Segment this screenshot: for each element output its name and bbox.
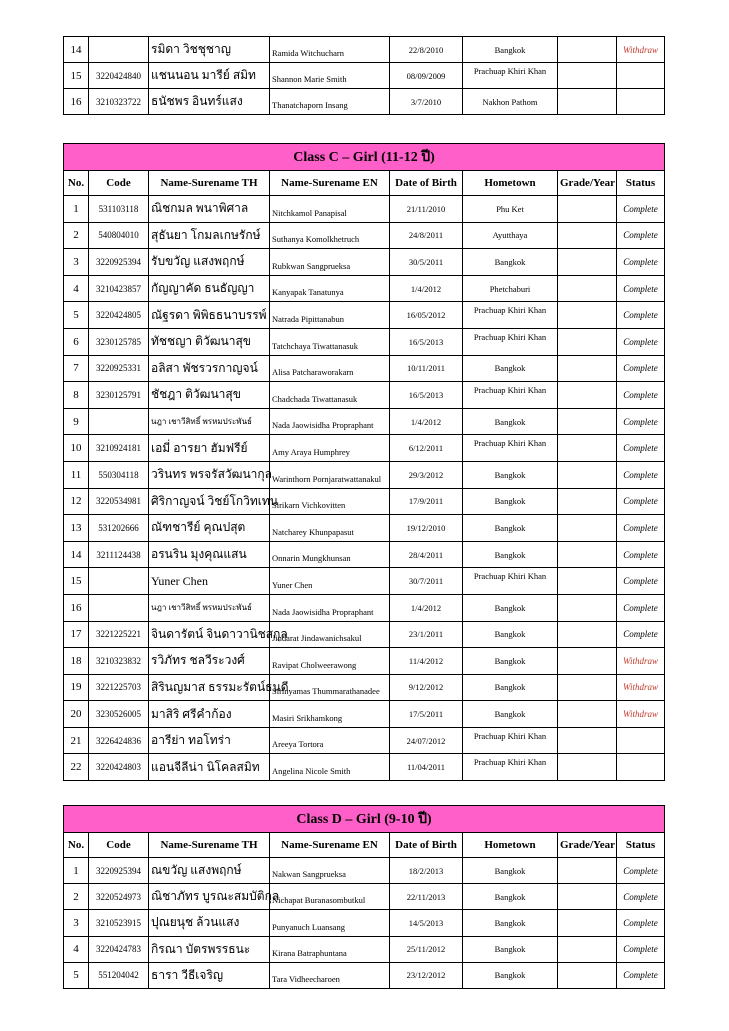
cell-hometown: Bangkok [463,701,558,728]
cell-dob: 28/4/2011 [390,541,463,568]
cell-status: Withdraw [617,701,665,728]
cell-name-th: อรนริน มุงคุณแสน [149,541,270,568]
cell-no: 5 [64,962,89,988]
cell-name-en: Thanatchaporn Insang [270,89,390,115]
cell-name-en: Nada Jaowisidha Propraphant [270,594,390,621]
cell-name-en: Nada Jaowisidha Propraphant [270,408,390,435]
cell-name-en: Onnarin Mungkhunsan [270,541,390,568]
cell-name-th: ณัฑชารีย์ คุณปสุต [149,515,270,542]
cell-dob: 1/4/2012 [390,594,463,621]
cell-name-th: ณิชาภัทร บูรณะสมบัติกุล [149,884,270,910]
section-title: Class C – Girl (11-12 ปี) [64,144,665,171]
section-title-row [64,144,665,171]
cell-dob: 16/5/2013 [390,382,463,409]
cell-name-th: นฎา เชาวีสิทธิ์ พรหมประพันธ์ [149,594,270,621]
cell-name-en: Areeya Tortora [270,727,390,754]
cell-no: 5 [64,302,89,329]
cell-grade [558,435,617,462]
table-row [64,568,665,595]
cell-name-en: Nitchkamol Panapisal [270,196,390,223]
cell-no: 8 [64,382,89,409]
cell-name-en: Amy Araya Humphrey [270,435,390,462]
cell-grade [558,515,617,542]
cell-code: 531103118 [89,196,149,223]
table-row [64,37,665,63]
cell-status [617,727,665,754]
table-row [64,621,665,648]
cell-code: 531202666 [89,515,149,542]
cell-dob: 19/12/2010 [390,515,463,542]
cell-status: Complete [617,568,665,595]
cell-name-th: ศิริกาญจน์ วิชย์โกวิทเทน [149,488,270,515]
cell-grade [558,408,617,435]
cell-name-th: รับขวัญ แสงพฤกษ์ [149,249,270,276]
table-row [64,302,665,329]
table-row [64,408,665,435]
cell-name-th: ปุณยนุช ล้วนแสง [149,910,270,936]
table-row [64,249,665,276]
cell-no: 14 [64,37,89,63]
cell-dob: 22/11/2013 [390,884,463,910]
cell-no: 20 [64,701,89,728]
col-header-no: No. [64,833,89,858]
cell-name-th: อารีย่า ทอโทร่า [149,727,270,754]
cell-code: 3220524973 [89,884,149,910]
cell-name-en: Warinthorn Pornjaratwattanakul [270,461,390,488]
cell-status: Complete [617,461,665,488]
cell-status: Complete [617,910,665,936]
cell-hometown: Prachuap Khiri Khan [463,435,558,462]
cell-dob: 23/1/2011 [390,621,463,648]
col-header-grade: Grade/Year [558,833,617,858]
cell-name-en: Jindarat Jindawanichsakul [270,621,390,648]
cell-grade [558,275,617,302]
col-header-grade: Grade/Year [558,171,617,196]
cell-name-en: Nakwan Sangprueksa [270,858,390,884]
col-header-dob: Date of Birth [390,833,463,858]
cell-grade [558,648,617,675]
table-row [64,648,665,675]
cell-grade [558,884,617,910]
cell-name-en: Nichapat Buranasombutkul [270,884,390,910]
cell-no: 16 [64,89,89,115]
cell-hometown: Prachuap Khiri Khan [463,328,558,355]
cell-no: 14 [64,541,89,568]
cell-name-th: ณิชกมล พนาพิศาล [149,196,270,223]
col-header-code: Code [89,171,149,196]
cell-grade [558,541,617,568]
cell-hometown: Bangkok [463,488,558,515]
cell-dob: 17/5/2011 [390,701,463,728]
cell-name-en: Sirikarn Vichkovitten [270,488,390,515]
cell-status [617,63,665,89]
cell-status: Withdraw [617,648,665,675]
cell-code: 3210924181 [89,435,149,462]
cell-name-en: Kanyapak Tanatunya [270,275,390,302]
cell-dob: 22/8/2010 [390,37,463,63]
cell-status: Complete [617,222,665,249]
table-class-c [63,143,665,781]
cell-grade [558,594,617,621]
cell-hometown: Bangkok [463,962,558,988]
cell-status: Withdraw [617,37,665,63]
cell-grade [558,249,617,276]
table-row [64,222,665,249]
cell-status: Complete [617,196,665,223]
cell-dob: 16/05/2012 [390,302,463,329]
cell-name-en: Punyanuch Luansang [270,910,390,936]
cell-hometown: Bangkok [463,858,558,884]
cell-name-en: Tatchchaya Tiwattanasuk [270,328,390,355]
table-row [64,701,665,728]
cell-code: 550304118 [89,461,149,488]
cell-no: 12 [64,488,89,515]
cell-status [617,89,665,115]
cell-code [89,408,149,435]
cell-code: 3210423857 [89,275,149,302]
col-header-hometown: Hometown [463,833,558,858]
cell-name-th: อลิสา พัชรวรกาญจน์ [149,355,270,382]
cell-code: 3220925331 [89,355,149,382]
cell-grade [558,328,617,355]
cell-grade [558,727,617,754]
cell-status: Complete [617,962,665,988]
cell-code: 3210323722 [89,89,149,115]
cell-hometown: Phetchaburi [463,275,558,302]
cell-name-en: Alisa Patcharaworakarn [270,355,390,382]
cell-status: Withdraw [617,674,665,701]
table-row [64,382,665,409]
cell-code: 3221225221 [89,621,149,648]
cell-no: 13 [64,515,89,542]
table-row [64,884,665,910]
cell-name-en: Chadchada Tiwattanasuk [270,382,390,409]
cell-name-th: ธารา วีธีเจริญ [149,962,270,988]
table-row [64,196,665,223]
cell-grade [558,63,617,89]
table-row [64,910,665,936]
cell-name-th: Yuner Chen [149,568,270,595]
cell-code: 3220424783 [89,936,149,962]
cell-no: 4 [64,275,89,302]
cell-code: 3220925394 [89,249,149,276]
cell-dob: 08/09/2009 [390,63,463,89]
cell-no: 11 [64,461,89,488]
header-row [64,171,665,196]
cell-status: Complete [617,594,665,621]
cell-hometown: Prachuap Khiri Khan [463,754,558,781]
cell-name-th: แชนนอน มารีย์ สมิท [149,63,270,89]
cell-no: 18 [64,648,89,675]
cell-status [617,754,665,781]
col-header-name-th: Name-Surename TH [149,171,270,196]
table-row [64,275,665,302]
col-header-hometown: Hometown [463,171,558,196]
cell-status: Complete [617,355,665,382]
cell-name-th: ทัชชญา ติวัฒนาสุข [149,328,270,355]
table-row [64,515,665,542]
cell-no: 2 [64,222,89,249]
table-body [64,37,665,115]
col-header-name-en: Name-Surename EN [270,171,390,196]
cell-code: 3211124438 [89,541,149,568]
col-header-no: No. [64,171,89,196]
cell-dob: 11/4/2012 [390,648,463,675]
cell-no: 7 [64,355,89,382]
table-row [64,541,665,568]
cell-no: 16 [64,594,89,621]
cell-dob: 24/8/2011 [390,222,463,249]
cell-name-en: Yuner Chen [270,568,390,595]
cell-dob: 1/4/2012 [390,275,463,302]
cell-dob: 29/3/2012 [390,461,463,488]
cell-no: 17 [64,621,89,648]
cell-code [89,568,149,595]
cell-dob: 1/4/2012 [390,408,463,435]
cell-hometown: Nakhon Pathom [463,89,558,115]
cell-grade [558,37,617,63]
section-title: Class D – Girl (9-10 ปี) [64,806,665,833]
cell-code: 3220424805 [89,302,149,329]
cell-grade [558,962,617,988]
cell-code: 3220424840 [89,63,149,89]
cell-name-th: มาสิริ ศรีคำก้อง [149,701,270,728]
cell-grade [558,355,617,382]
cell-hometown: Bangkok [463,621,558,648]
cell-no: 15 [64,568,89,595]
cell-name-en: Ramida Witchucharn [270,37,390,63]
cell-hometown: Bangkok [463,884,558,910]
cell-no: 2 [64,884,89,910]
cell-grade [558,754,617,781]
cell-status: Complete [617,408,665,435]
cell-name-th: กิรณา บัตรพรรธนะ [149,936,270,962]
table-body [64,196,665,781]
cell-name-th: กัญญาคัด ธนธัญญา [149,275,270,302]
cell-status: Complete [617,541,665,568]
cell-name-en: Angelina Nicole Smith [270,754,390,781]
cell-code [89,594,149,621]
cell-grade [558,858,617,884]
cell-hometown: Bangkok [463,648,558,675]
cell-hometown: Prachuap Khiri Khan [463,302,558,329]
cell-grade [558,936,617,962]
col-header-status: Status [617,833,665,858]
cell-hometown: Bangkok [463,461,558,488]
cell-name-en: Shannon Marie Smith [270,63,390,89]
cell-grade [558,382,617,409]
cell-code: 540804010 [89,222,149,249]
cell-name-th: วรินทร พรจรัสวัฒนากุล [149,461,270,488]
cell-code: 3230125785 [89,328,149,355]
cell-dob: 25/11/2012 [390,936,463,962]
table-row [64,962,665,988]
cell-hometown: Prachuap Khiri Khan [463,727,558,754]
cell-no: 22 [64,754,89,781]
cell-code: 3230125791 [89,382,149,409]
cell-dob: 30/7/2011 [390,568,463,595]
cell-grade [558,89,617,115]
table-row [64,858,665,884]
cell-name-th: แอนจีลีน่า นิโคลสมิท [149,754,270,781]
table-row [64,63,665,89]
cell-name-en: Natrada Pipittanabun [270,302,390,329]
cell-name-th: สิรินญมาส ธรรมะรัตน์ธนดี [149,674,270,701]
cell-no: 19 [64,674,89,701]
cell-no: 3 [64,249,89,276]
cell-hometown: Ayutthaya [463,222,558,249]
cell-dob: 21/11/2010 [390,196,463,223]
cell-no: 1 [64,196,89,223]
cell-name-en: Masiri Srikhamkong [270,701,390,728]
cell-name-en: Kirana Batraphuntana [270,936,390,962]
cell-hometown: Bangkok [463,408,558,435]
cell-status: Complete [617,435,665,462]
cell-dob: 24/07/2012 [390,727,463,754]
cell-dob: 14/5/2013 [390,910,463,936]
cell-dob: 18/2/2013 [390,858,463,884]
cell-hometown: Bangkok [463,355,558,382]
cell-no: 15 [64,63,89,89]
col-header-code: Code [89,833,149,858]
table-body [64,858,665,989]
cell-grade [558,568,617,595]
cell-hometown: Prachuap Khiri Khan [463,63,558,89]
cell-no: 4 [64,936,89,962]
cell-status: Complete [617,275,665,302]
cell-status: Complete [617,515,665,542]
cell-status: Complete [617,328,665,355]
cell-name-en: Tara Vidheecharoen [270,962,390,988]
table-top-continuation [63,36,665,115]
cell-status: Complete [617,302,665,329]
cell-hometown: Bangkok [463,936,558,962]
cell-no: 21 [64,727,89,754]
table-row [64,355,665,382]
section-title-row [64,806,665,833]
cell-status: Complete [617,621,665,648]
cell-name-en: Rubkwan Sangprueksa [270,249,390,276]
cell-dob: 6/12/2011 [390,435,463,462]
table-row [64,936,665,962]
cell-code: 3230526005 [89,701,149,728]
table-class-d [63,805,665,989]
cell-code: 3220424803 [89,754,149,781]
cell-name-th: ธนัชพร อินทร์แสง [149,89,270,115]
cell-name-th: ณขวัญ แสงพฤกษ์ [149,858,270,884]
table-row [64,328,665,355]
cell-name-th: ณัฐรดา พิพิธธนาบรรพ์ [149,302,270,329]
cell-grade [558,222,617,249]
cell-hometown: Bangkok [463,249,558,276]
cell-hometown: Prachuap Khiri Khan [463,568,558,595]
cell-no: 6 [64,328,89,355]
cell-name-th: รวิภัทร ชลวีระวงศ์ [149,648,270,675]
cell-dob: 3/7/2010 [390,89,463,115]
cell-grade [558,674,617,701]
cell-hometown: Bangkok [463,910,558,936]
cell-name-th: สุธันยา โกมลเกษรักษ์ [149,222,270,249]
cell-status: Complete [617,858,665,884]
table-row [64,754,665,781]
cell-name-en: Ravipat Cholweerawong [270,648,390,675]
cell-dob: 9/12/2012 [390,674,463,701]
cell-grade [558,621,617,648]
cell-dob: 17/9/2011 [390,488,463,515]
cell-name-en: Natcharey Khunpapasut [270,515,390,542]
cell-status: Complete [617,884,665,910]
col-header-name-th: Name-Surename TH [149,833,270,858]
cell-name-th: จินดารัตน์ จินดาวานิชสกุล [149,621,270,648]
cell-status: Complete [617,488,665,515]
cell-hometown: Phu Ket [463,196,558,223]
cell-grade [558,488,617,515]
cell-name-th: รมิดา วิชชุชาญ [149,37,270,63]
table-row [64,89,665,115]
cell-dob: 23/12/2012 [390,962,463,988]
cell-no: 3 [64,910,89,936]
cell-code: 3220534981 [89,488,149,515]
cell-hometown: Prachuap Khiri Khan [463,382,558,409]
cell-status: Complete [617,936,665,962]
cell-code: 3220925394 [89,858,149,884]
cell-hometown: Bangkok [463,594,558,621]
table-row [64,461,665,488]
cell-grade [558,196,617,223]
table-row [64,594,665,621]
cell-dob: 11/04/2011 [390,754,463,781]
cell-hometown: Bangkok [463,515,558,542]
cell-code: 3221225703 [89,674,149,701]
cell-hometown: Bangkok [463,37,558,63]
col-header-name-en: Name-Surename EN [270,833,390,858]
cell-hometown: Bangkok [463,674,558,701]
col-header-status: Status [617,171,665,196]
cell-status: Complete [617,249,665,276]
cell-code [89,37,149,63]
header-row [64,833,665,858]
cell-grade [558,461,617,488]
cell-dob: 10/11/2011 [390,355,463,382]
cell-grade [558,910,617,936]
col-header-dob: Date of Birth [390,171,463,196]
cell-no: 1 [64,858,89,884]
cell-no: 9 [64,408,89,435]
cell-code: 3226424836 [89,727,149,754]
cell-name-th: นฎา เชาวีสิทธิ์ พรหมประพันธ์ [149,408,270,435]
cell-status: Complete [617,382,665,409]
cell-name-th: ชัชฎา ติวัฒนาสุข [149,382,270,409]
table-row [64,435,665,462]
table-row [64,674,665,701]
cell-code: 551204042 [89,962,149,988]
cell-grade [558,701,617,728]
cell-grade [558,302,617,329]
cell-no: 10 [64,435,89,462]
cell-dob: 16/5/2013 [390,328,463,355]
cell-code: 3210523915 [89,910,149,936]
cell-name-en: Sirinyamas Thummarathanadee [270,674,390,701]
table-row [64,488,665,515]
cell-code: 3210323832 [89,648,149,675]
cell-dob: 30/5/2011 [390,249,463,276]
cell-name-en: Suthanya Komolkhetruch [270,222,390,249]
table-row [64,727,665,754]
cell-hometown: Bangkok [463,541,558,568]
cell-name-th: เอมี่ อารยา ฮัมฟรีย์ [149,435,270,462]
